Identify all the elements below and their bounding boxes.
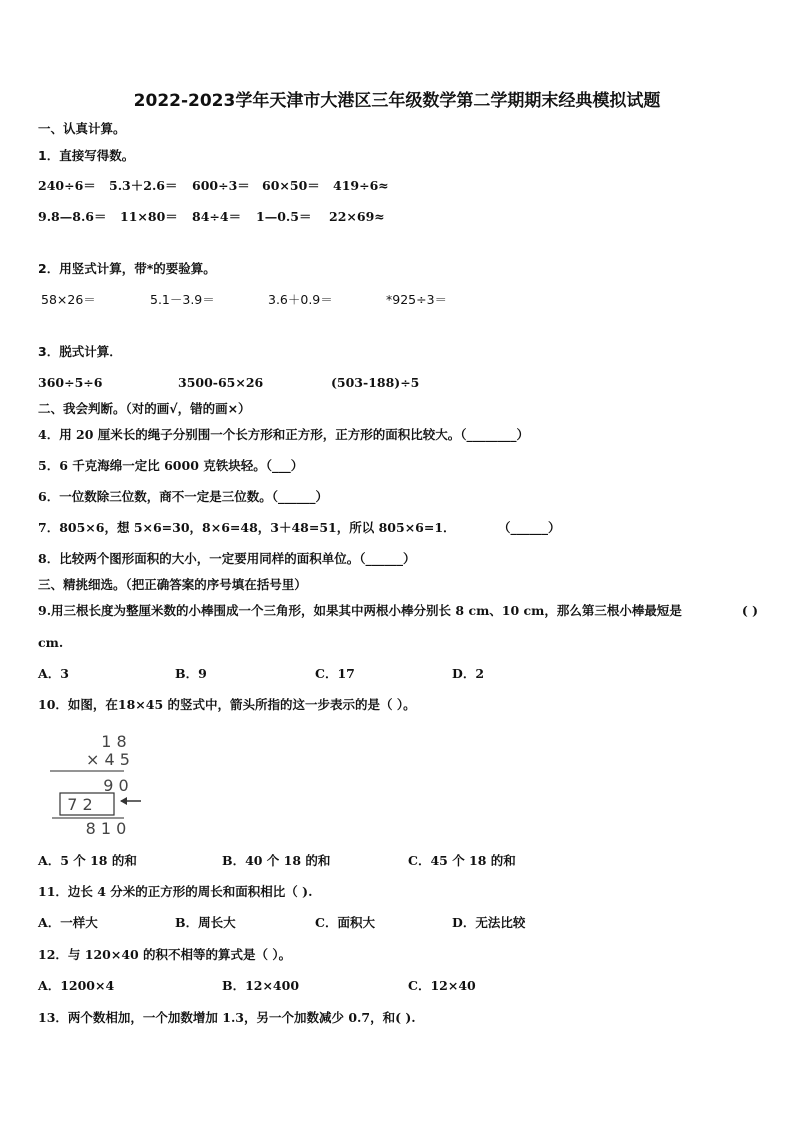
option-b[interactable]: B．9 [175,666,207,681]
option-d[interactable]: D．2 [452,666,485,681]
calc-item: 5.3＋2.6＝ [109,178,178,193]
vertical-multiplication-figure [46,730,156,838]
question-9-text: 9.用三根长度为整厘米数的小棒围成一个三角形，如果其中两根小棒分别长 8 cm、10 cm，那么第三根小棒最短是 [38,603,682,618]
section-3-heading: 三、精挑细选。（把正确答案的序号填在括号里） [38,577,307,592]
question-6: 6．一位数除三位数，商不一定是三位数。（______） [38,489,328,504]
final-product: 8 1 0 [85,819,127,838]
calc-item: (503-188)÷5 [331,375,420,390]
calc-item: *925÷3＝ [386,292,448,307]
option-a[interactable]: A．1200×4 [38,978,115,993]
question-12: 12．与 120×40 的积不相等的算式是（ ）。 [38,947,292,962]
calc-item: 60×50＝ [262,178,320,193]
arrow-left-icon [120,797,141,805]
option-a[interactable]: A．5 个 18 的和 [38,853,137,868]
section-1-heading: 一、认真计算。 [38,121,126,136]
option-a[interactable]: A．3 [38,666,69,681]
question-2-label: 2．用竖式计算，带*的要验算。 [38,261,216,276]
calc-item: 3500-65×26 [178,375,264,390]
option-c[interactable]: C．12×40 [408,978,476,993]
option-b[interactable]: B．周长大 [175,915,236,930]
question-9 [38,603,758,619]
calc-item: 1—0.5＝ [256,209,312,224]
option-b[interactable]: B．12×400 [222,978,300,993]
partial-product-2: 7 2 [67,795,93,814]
question-13: 13．两个数相加，一个加数增加 1.3，另一个加数减少 0.7，和( ). [38,1010,416,1025]
question-11: 11．边长 4 分米的正方形的周长和面积相比（ ). [38,884,313,899]
question-3-label: 3．脱式计算． [38,344,122,359]
option-c[interactable]: C．面积大 [315,915,375,930]
calc-item: 600÷3＝ [192,178,250,193]
calc-item: 84÷4＝ [192,209,242,224]
partial-product-1: 9 0 [103,776,129,795]
option-b[interactable]: B．40 个 18 的和 [222,853,331,868]
question-10: 10．如图，在18×45 的竖式中，箭头所指的这一步表示的是（ ）。 [38,697,416,712]
calc-item: 58×26＝ [41,292,96,307]
question-7: 7．805×6，想 5×6=30，8×6=48，3＋48=51，所以 805×6=1． [38,520,456,535]
question-4: 4．用 20 厘米长的绳子分别围一个长方形和正方形，正方形的面积比较大。（________） [38,427,530,442]
option-d[interactable]: D．无法比较 [452,915,526,930]
calc-item: 3.6＋0.9＝ [268,292,333,307]
calc-item: 11×80＝ [120,209,178,224]
section-2-heading: 二、我会判断。（对的画√，错的画×） [38,401,251,416]
question-8: 8．比较两个图形面积的大小，一定要用同样的面积单位。（______） [38,551,416,566]
multiplicand: 1 8 [101,732,127,751]
option-a[interactable]: A．一样大 [38,915,98,930]
question-5: 5．6 千克海绵一定比 6000 克铁块轻。（___） [38,458,304,473]
question-9-unit: cm. [38,635,64,650]
calc-item: 240÷6＝ [38,178,96,193]
question-7-blank: （______） [498,520,561,535]
question-9-paren: ( ) [741,603,758,618]
page-title: 2022-2023学年天津市大港区三年级数学第二学期期末经典模拟试题 [133,91,661,111]
option-c[interactable]: C．45 个 18 的和 [408,853,516,868]
option-c[interactable]: C．17 [315,666,355,681]
calc-item: 5.1－3.9＝ [150,292,215,307]
calc-item: 360÷5÷6 [38,375,103,390]
calc-item: 9.8—8.6＝ [38,209,107,224]
calc-item: 419÷6≈ [333,178,389,193]
question-1-label: 1．直接写得数。 [38,148,135,163]
multiplier: × 4 5 [86,750,130,769]
calc-item: 22×69≈ [329,209,385,224]
